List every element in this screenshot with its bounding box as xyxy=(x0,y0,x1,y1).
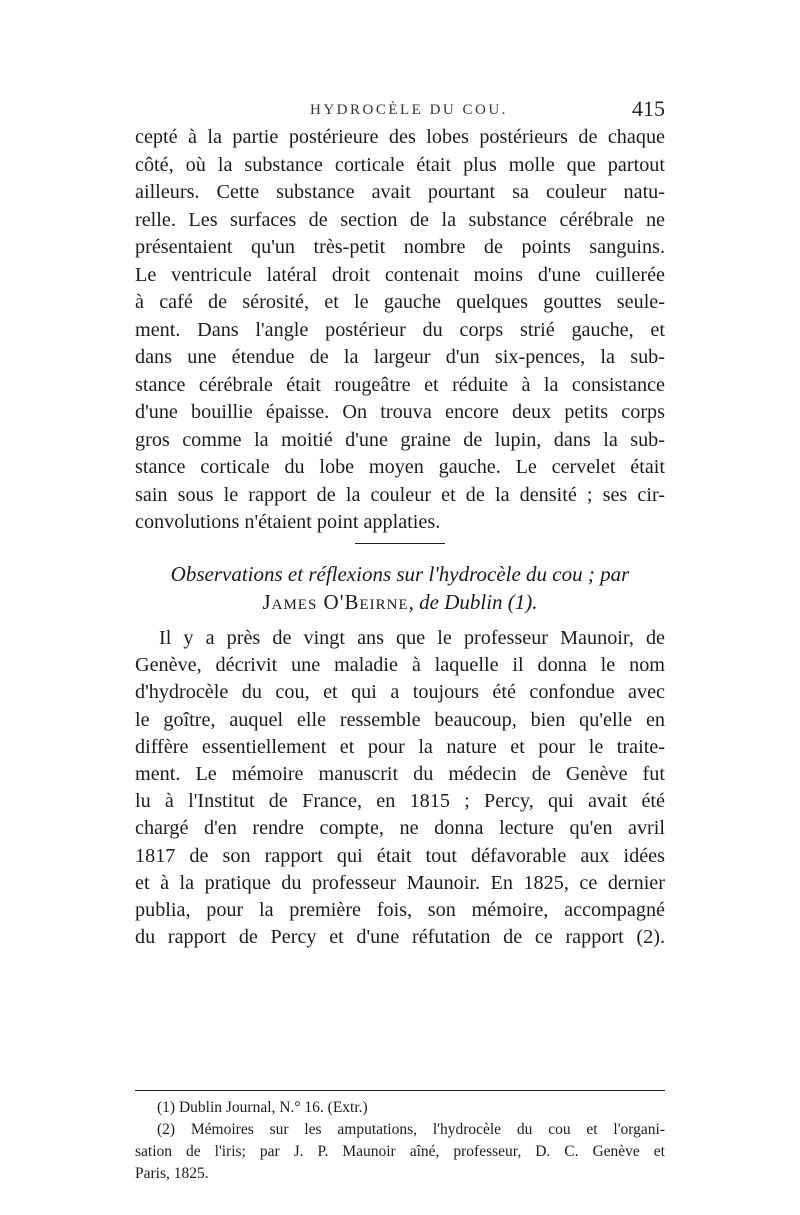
article-heading xyxy=(135,560,665,616)
text-line: côté, où la substance corticale était plus molle que partout xyxy=(135,153,665,176)
footnote-2-line: (2) Mémoires sur les amputations, l'hydrocèle du cou et l'organi- xyxy=(157,1121,665,1138)
section-divider xyxy=(355,543,445,544)
text-line: chargé d'en rendre compte, ne donna lecture qu'en avril xyxy=(135,817,665,840)
text-line: et à la pratique du professeur Maunoir. En 1825, ce dernier xyxy=(135,871,665,894)
footnote-2-line: sation de l'iris; par J. P. Maunoir aîné, professeur, D. C. Genève et xyxy=(135,1143,665,1160)
text-line: d'hydrocèle du cou, et qui a toujours été confondue avec xyxy=(135,681,665,704)
text-line: sain sous le rapport de la couleur et de la densité ; ses cir- xyxy=(135,483,665,506)
text-line: stance corticale du lobe moyen gauche. Le cervelet était xyxy=(135,456,665,478)
text-line: d'une bouillie épaisse. On trouva encore deux petits corps xyxy=(135,401,665,423)
footnote-divider xyxy=(135,1090,665,1091)
text-line: lu à l'Institut de France, en 1815 ; Percy, qui avait été xyxy=(135,790,665,813)
author-name: James O'Beirne xyxy=(262,590,409,614)
footnotes xyxy=(135,1097,665,1185)
text-line: ment. Le mémoire manuscrit du médecin de Genève fut xyxy=(135,763,665,786)
text-line: convolutions n'étaient point applaties. xyxy=(135,511,441,533)
running-title: HYDROCÈLE DU COU. xyxy=(310,102,508,118)
text-line: du rapport de Percy et d'une réfutation de ce rapport (2). xyxy=(135,926,665,949)
text-line: 1817 de son rapport qui était tout défavorable aux idées xyxy=(135,844,665,867)
paragraph-continuation xyxy=(135,124,665,537)
text-line: gros comme la moitié d'une graine de lupin, dans la sub- xyxy=(135,428,665,451)
text-line: stance cérébrale était rougeâtre et réduite à la consistance xyxy=(135,373,665,396)
text-line: Le ventricule latéral droit contenait moins d'une cuillerée xyxy=(135,263,665,286)
author-affiliation: , de Dublin (1). xyxy=(408,590,538,614)
text-line: le goître, auquel elle ressemble beaucoup, bien qu'elle en xyxy=(135,708,665,731)
text-line: dans une étendue de la largeur d'un six-pences, la sub- xyxy=(135,346,665,368)
text-line: Genève, décrivit une maladie à laquelle il donna le nom xyxy=(135,654,665,677)
text-line: relle. Les surfaces de section de la substance cérébrale ne xyxy=(135,208,665,231)
page-header xyxy=(135,96,665,126)
text-line: ment. Dans l'angle postérieur du corps strié gauche, et xyxy=(135,318,665,341)
heading-line: Observations et réflexions sur l'hydrocèle du cou ; par xyxy=(170,562,630,586)
page-number: 415 xyxy=(632,96,665,121)
text-line: diffère essentiellement et pour la nature et pour le traite- xyxy=(135,735,665,758)
footnote-2-line: Paris, 1825. xyxy=(135,1165,209,1182)
text-line: ailleurs. Cette substance avait pourtant sa couleur natu- xyxy=(135,181,665,203)
footnote-1: (1) Dublin Journal, N.° 16. (Extr.) xyxy=(157,1099,368,1116)
text-line: présentaient qu'un très-petit nombre de points sanguins. xyxy=(135,236,665,258)
text-line: cepté à la partie postérieure des lobes postérieurs de chaque xyxy=(135,126,665,148)
text-line: Il y a près de vingt ans que le professeur Maunoir, de xyxy=(159,627,665,649)
text-line: publia, pour la première fois, son mémoire, accompagné xyxy=(135,899,665,922)
article-paragraph xyxy=(135,625,665,951)
text-line: à café de sérosité, et le gauche quelques gouttes seule- xyxy=(135,291,665,313)
heading-author-line xyxy=(135,588,665,616)
